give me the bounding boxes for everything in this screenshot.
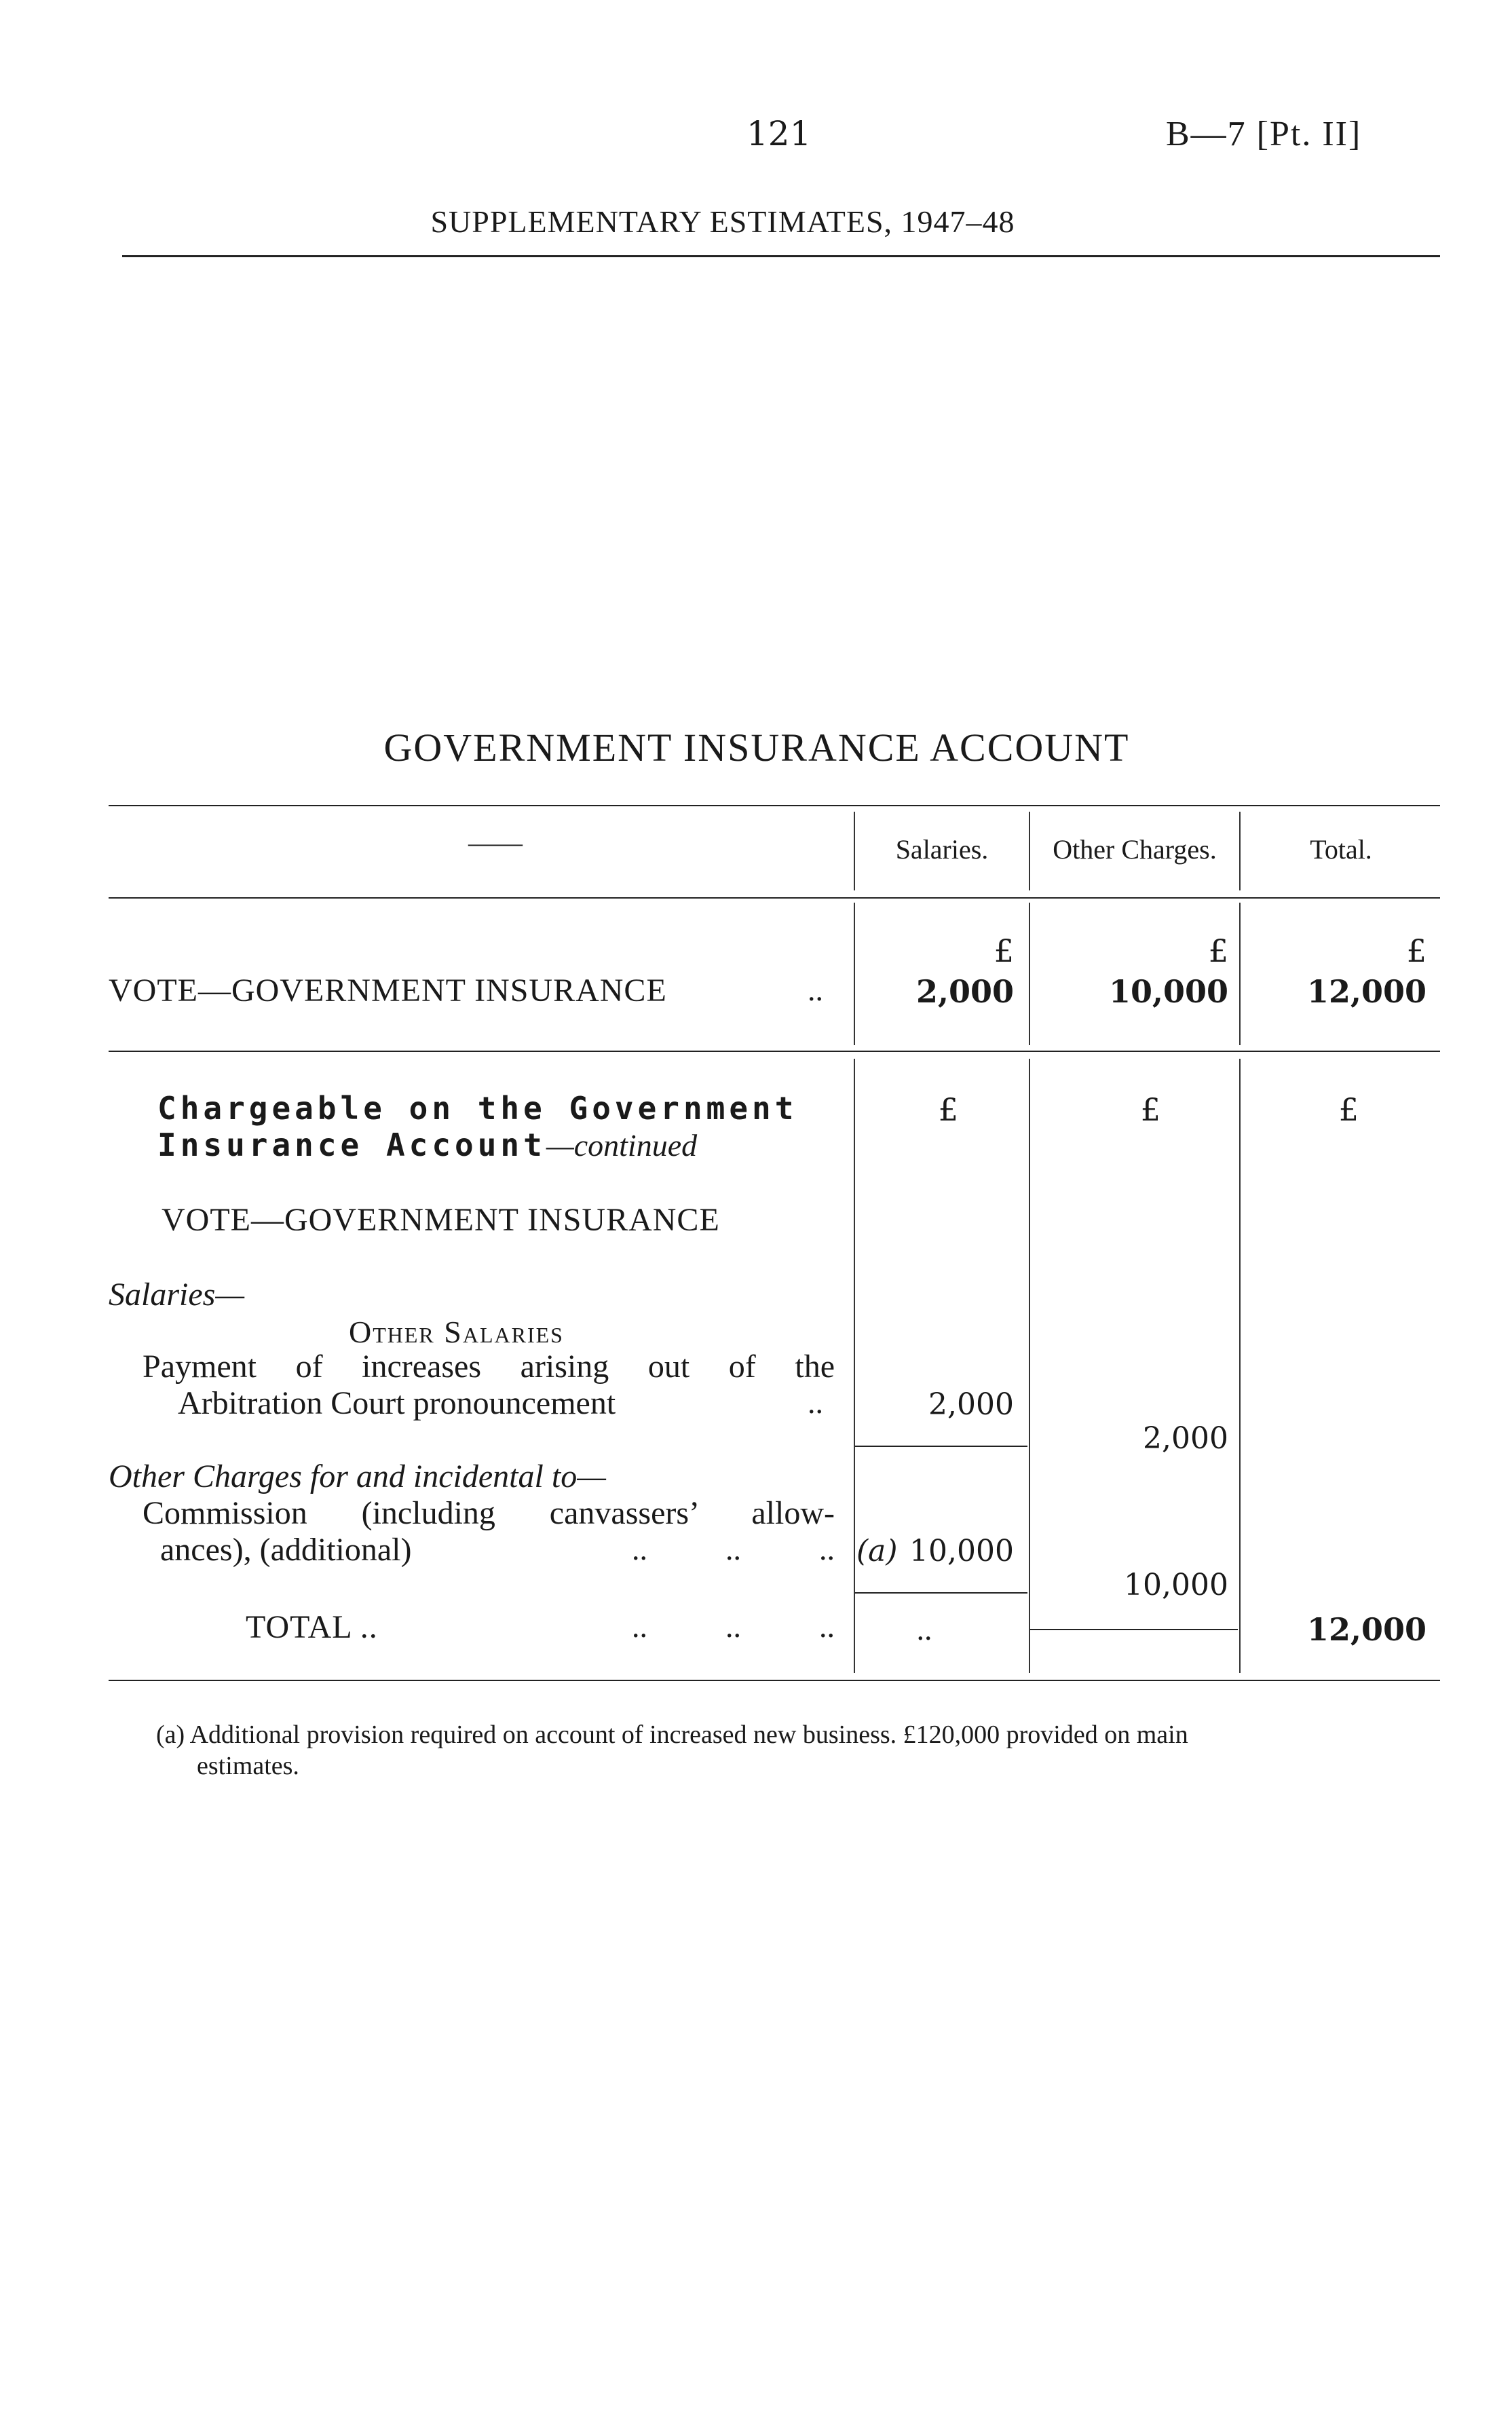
summary-currency-other-charges: £: [1208, 933, 1228, 969]
salaries-subtotal-rule: [855, 1446, 1027, 1447]
detail-currency-salaries: £: [938, 1091, 958, 1128]
column-header-salaries: Salaries.: [895, 834, 989, 865]
column-divider: [854, 812, 855, 890]
footnote-line2: estimates.: [197, 1752, 299, 1780]
detail-currency-other-charges: £: [1140, 1091, 1160, 1128]
commission-line2: ances), (additional): [160, 1532, 412, 1568]
stub-dash: ——: [468, 827, 523, 858]
table-head-rule: [109, 897, 1440, 899]
column-divider: [854, 1059, 855, 1673]
grand-total-value: 12,000: [1306, 1611, 1426, 1648]
running-title: SUPPLEMENTARY ESTIMATES, 1947–48: [430, 204, 1015, 239]
summary-total-value: 12,000: [1306, 973, 1426, 1010]
salaries-heading: Salaries—: [109, 1277, 245, 1313]
summary-currency-total: £: [1406, 933, 1426, 969]
column-divider: [1239, 903, 1241, 1045]
chargeable-heading-text: Insurance Account: [157, 1127, 546, 1163]
column-divider: [854, 903, 855, 1045]
commission-subtotal-rule: [855, 1592, 1027, 1594]
column-divider: [1239, 812, 1241, 890]
footnote-line1: (a) Additional provision required on account of increased new business. £120,000 provided on main: [156, 1720, 1188, 1749]
total-label: TOTAL ..: [246, 1609, 378, 1645]
continued-note: —continued: [546, 1128, 698, 1163]
other-charges-subtotal-value: 10,000: [1124, 1568, 1228, 1602]
table-bottom-rule: [109, 1680, 1440, 1681]
payment-salaries-value: 2,000: [928, 1387, 1014, 1422]
commission-note-marker: (a): [856, 1534, 898, 1568]
payment-line1: Payment of increases arising out of the: [143, 1349, 835, 1385]
summary-other-charges-value: 10,000: [1108, 973, 1228, 1010]
column-divider: [1029, 903, 1030, 1045]
total-salaries-leader: ..: [916, 1612, 932, 1646]
summary-vote-label: VOTE—GOVERNMENT INSURANCE: [109, 973, 667, 1009]
other-salaries-heading: Other Salaries: [349, 1315, 564, 1349]
chargeable-heading-line2: [157, 1127, 697, 1163]
summary-salaries-value: 2,000: [915, 973, 1014, 1010]
chargeable-heading-line1: Chargeable on the Government: [157, 1090, 798, 1127]
other-charges-subtotal-rule: [1030, 1629, 1238, 1630]
summary-leader: ..: [808, 973, 823, 1007]
table-top-rule: [109, 805, 1440, 806]
detail-vote-heading: VOTE—GOVERNMENT INSURANCE: [162, 1202, 720, 1238]
page-number: 121: [746, 114, 812, 153]
salaries-subtotal-value: 2,000: [1143, 1421, 1228, 1456]
page-reference: B—7 [Pt. II]: [1166, 115, 1362, 153]
summary-currency-salaries: £: [994, 933, 1014, 969]
payment-line2: Arbitration Court pronouncement: [178, 1385, 616, 1421]
section-title: GOVERNMENT INSURANCE ACCOUNT: [383, 726, 1130, 770]
commission-leaders: .. .. ..: [632, 1532, 835, 1566]
column-header-total: Total.: [1310, 834, 1372, 865]
column-divider: [1029, 812, 1030, 890]
payment-leader: ..: [808, 1385, 823, 1420]
detail-currency-total: £: [1338, 1091, 1359, 1128]
column-header-other-charges: Other Charges.: [1053, 834, 1217, 865]
table-summary-rule: [109, 1051, 1440, 1052]
commission-salaries-value: 10,000: [909, 1534, 1014, 1568]
column-divider: [1029, 1059, 1030, 1673]
column-divider: [1239, 1059, 1241, 1673]
commission-line1: Commission (including canvassers’ allow-: [143, 1495, 835, 1531]
total-leaders: .. .. ..: [632, 1609, 835, 1644]
header-rule: [122, 255, 1440, 257]
other-charges-heading: Other Charges for and incidental to—: [109, 1458, 606, 1494]
